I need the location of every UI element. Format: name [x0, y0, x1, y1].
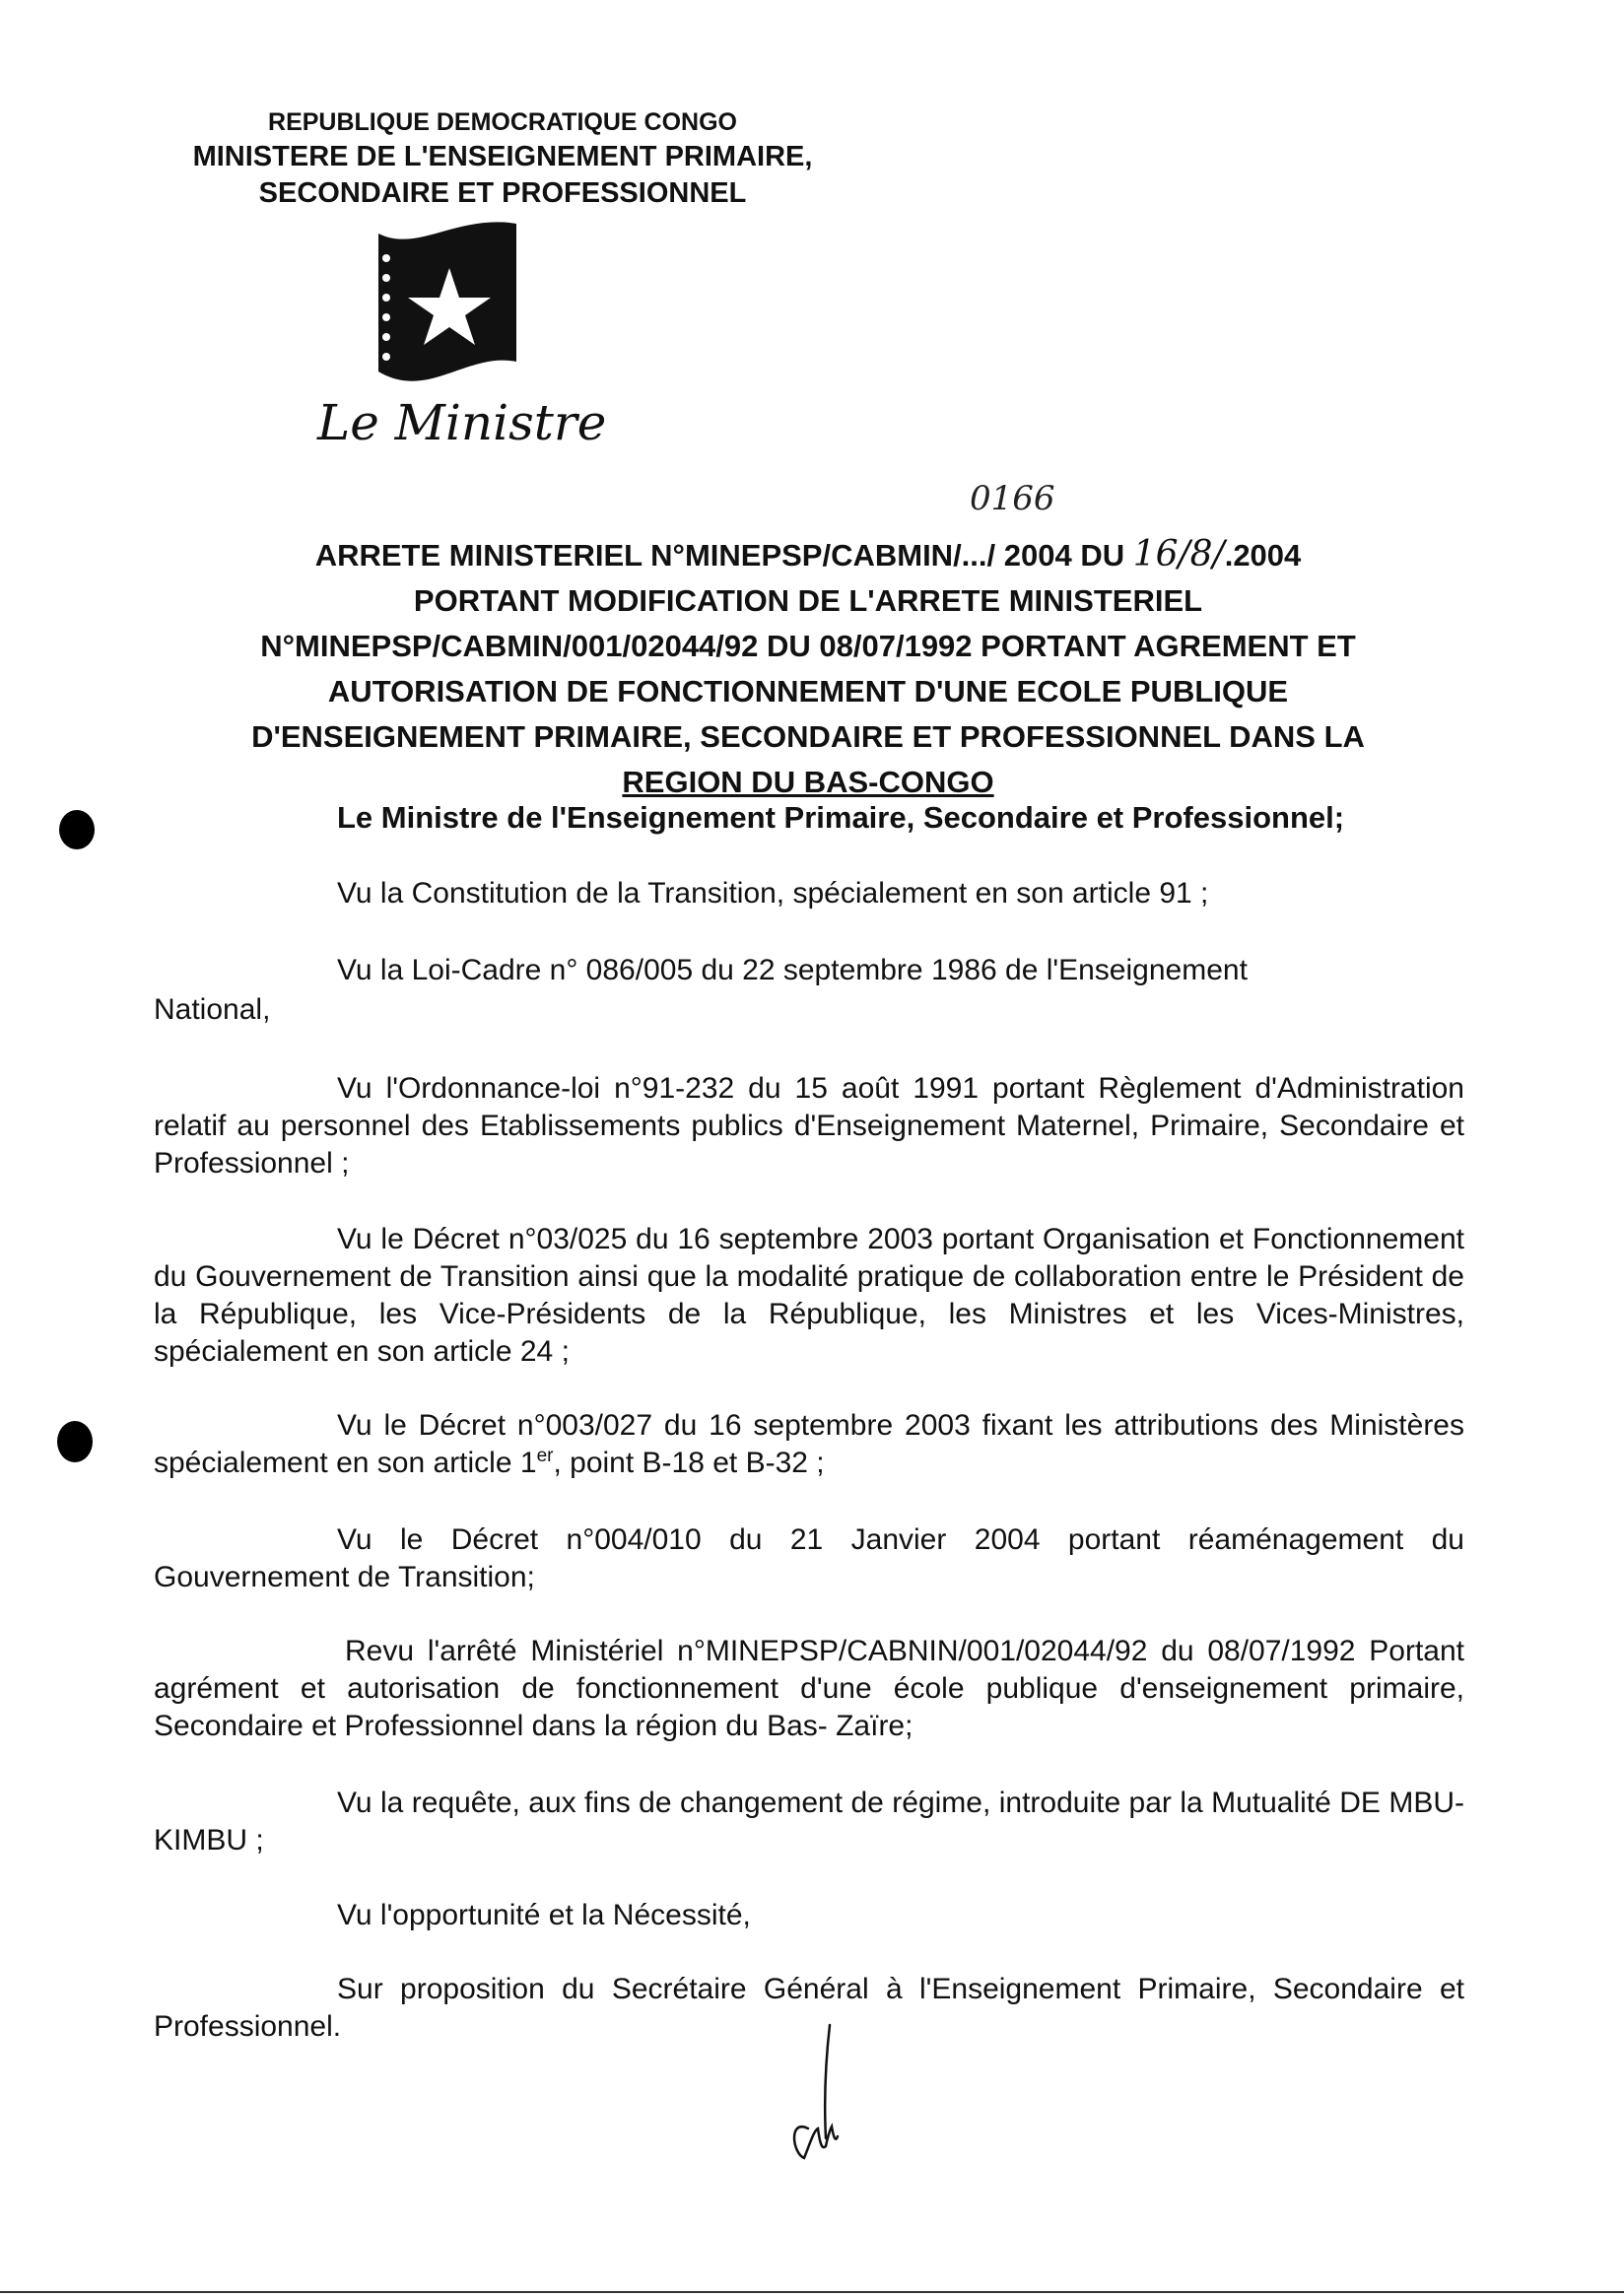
initials-signature — [769, 2020, 867, 2168]
scan-hole-mark — [57, 1421, 93, 1462]
paragraph-text: National, — [154, 993, 271, 1026]
paragraph-text: Revu l'arrêté Ministériel n°MINEPSP/CABNIN/001/02044/92 du 08/07/1992 Portant agrément et autorisation de fonctionnement d'une école publique d'enseignement primaire, Secondaire et Professionnel dans la région du Bas- Zaïre; — [154, 1635, 1464, 1742]
handwritten-date: 16/8/ — [1132, 534, 1225, 574]
minister-signature-title: Le Ministre — [317, 394, 607, 451]
header-republic: REPUBLIQUE DEMOCRATIQUE CONGO — [268, 108, 737, 136]
paragraph-text-part: , point B-18 et B-32 ; — [553, 1447, 825, 1479]
paragraph-text: Vu le Décret n°004/010 du 21 Janvier 2004 portant réaménagement du Gouvernement de Transition; — [154, 1523, 1464, 1593]
title-line-3: N°MINEPSP/CABMIN/001/02044/92 DU 08/07/1992 PORTANT AGREMENT ET — [260, 629, 1356, 663]
title-line-4: AUTORISATION DE FONCTIONNEMENT D'UNE ECOLE PUBLIQUE — [327, 674, 1289, 709]
paragraph-text: Vu l'opportunité et la Nécessité, — [337, 1899, 751, 1931]
paragraph-ordonnance — [154, 1070, 1464, 1182]
paragraph-requete — [154, 1785, 1464, 1859]
title-line-6: REGION DU BAS-CONGO — [622, 765, 994, 799]
superscript: er — [536, 1446, 554, 1466]
paragraph-decret-025 — [154, 1221, 1464, 1371]
paragraph-constitution — [154, 875, 1464, 912]
title-line-2: PORTANT MODIFICATION DE L'ARRETE MINISTERIEL — [413, 583, 1203, 618]
page-bottom-rule — [0, 2291, 1624, 2293]
paragraph-loi-cadre — [154, 951, 1464, 1030]
title-line-1 — [158, 532, 1458, 578]
paragraph-text-part: Vu le Décret n°003/027 du 16 septembre 2003 fixant les attributions des Ministères spécialement en son article 1 — [154, 1409, 1464, 1479]
decree-title — [158, 532, 1458, 805]
paragraph-decret-010 — [154, 1521, 1464, 1596]
paragraph-text: Vu le Décret n°03/025 du 16 septembre 2003 portant Organisation et Fonctionnement du Gouvernement de Transition ainsi que la modalité pratique de collaboration entre le Président de la République, les Vice-Présidents de la République, les Ministres et les Vices-Ministres, spécialement en son article 24 ; — [154, 1223, 1464, 1368]
paragraph-text: Vu la Constitution de la Transition, spécialement en son article 91 ; — [337, 877, 1209, 910]
paragraph-text: Sur proposition du Secrétaire Général à l'Enseignement Primaire, Secondaire et Professionnel. — [154, 1973, 1464, 2043]
paragraph-revu-arrete — [154, 1633, 1464, 1745]
lead-statement: Le Ministre de l'Enseignement Primaire, Secondaire et Professionnel; — [337, 800, 1345, 835]
title-line-5: D'ENSEIGNEMENT PRIMAIRE, SECONDAIRE ET PROFESSIONNEL DANS LA — [251, 719, 1365, 754]
paragraph-text: Vu la requête, aux fins de changement de régime, introduite par la Mutualité DE MBU-KIMBU ; — [154, 1787, 1464, 1857]
paragraph-text: Vu la Loi-Cadre n° 086/005 du 22 septembre 1986 de l'Enseignement — [337, 954, 1248, 986]
scan-hole-mark — [59, 810, 95, 849]
header-ministry-line1: MINISTERE DE L'ENSEIGNEMENT PRIMAIRE, — [192, 141, 813, 172]
title-line-1-prefix: ARRETE MINISTERIEL N°MINEPSP/CABMIN/.../ 2004 DU — [314, 538, 1133, 573]
paragraph-decret-027 — [154, 1407, 1464, 1482]
paragraph-opportunite — [154, 1897, 1464, 1934]
paragraph-text: Vu l'Ordonnance-loi n°91-232 du 15 août 1991 portant Règlement d'Administration relatif au personnel des Etablissements publics d'Enseignement Maternel, Primaire, Secondaire et Professionnel ; — [154, 1072, 1464, 1180]
flag-star-icon — [369, 214, 526, 401]
paragraph-text — [154, 1407, 1464, 1482]
handwritten-number: 0166 — [970, 479, 1055, 518]
header-ministry-line2: SECONDAIRE ET PROFESSIONNEL — [258, 177, 747, 209]
title-line-1-suffix: .2004 — [1224, 538, 1302, 573]
